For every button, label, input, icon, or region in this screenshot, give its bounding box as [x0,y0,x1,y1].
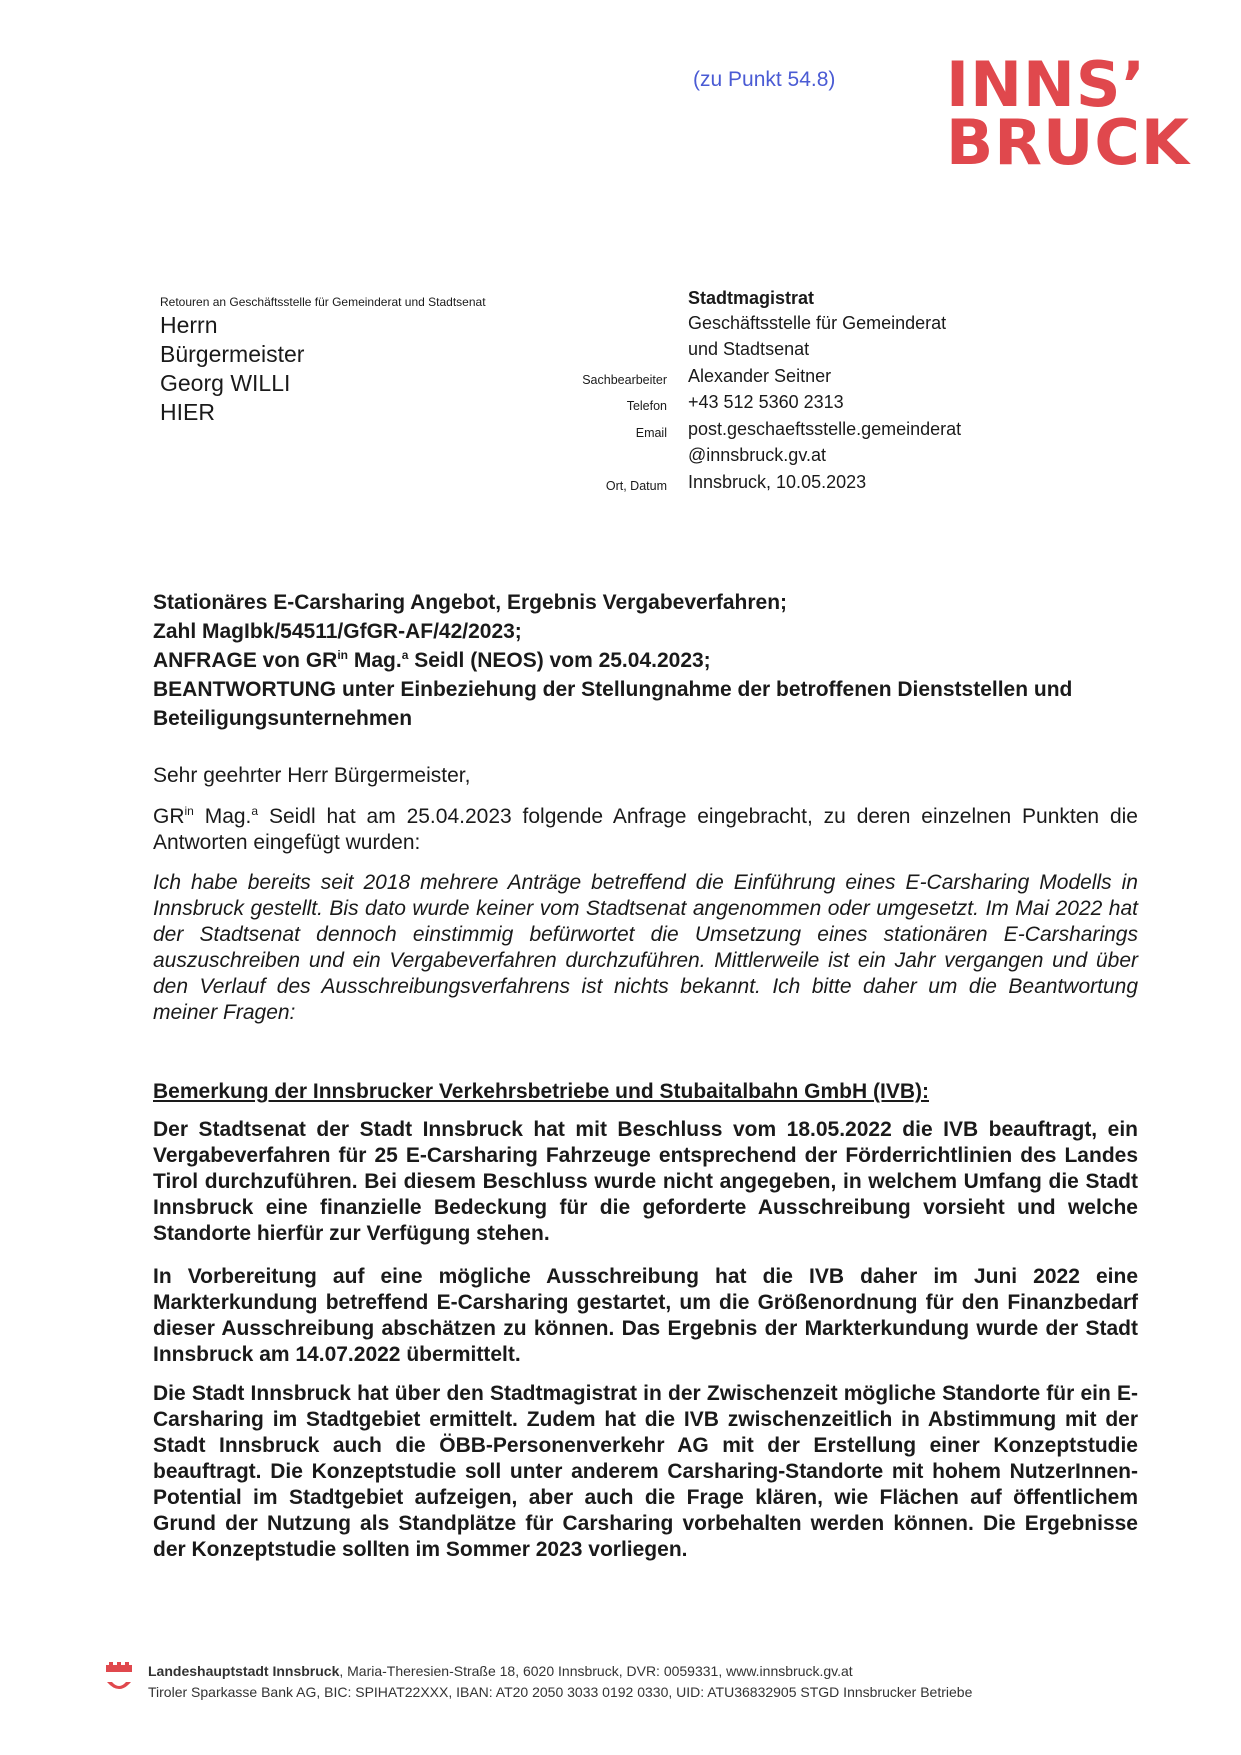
sender-title: Stadtmagistrat [688,288,815,308]
label-email: Email [635,426,667,440]
inquiry-text: Ich habe bereits seit 2018 mehrere Anträge betreffend die Einführung eines E-Carsharing Modells in Innsbruck gestellt. Bis dato wurde keiner vom Stadtsenat angenommen oder umgesetzt. Im Mai 2022 hat der Stadtsenat dennoch einstimmig befürwortet die Umsetzung eines stationären E-Carsharings auszuschreiben und ein Vergabeverfahren durchzuführen. Mittlerweile ist ein Jahr vergangen und über den Verlauf des Ausschreibungsverfahrens ist nichts bekannt. Ich bitte daher um die Beantwortung meiner Fragen: [153,871,1138,1024]
footer-line-1: Landeshauptstadt Innsbruck, Maria-Theresien-Straße 18, 6020 Innsbruck, DVR: 0059331, www.innsbruck.gv.at [148,1663,853,1679]
recipient-line: Herrn [160,312,218,338]
city-crest-icon [104,1662,134,1698]
sender-email-domain: @innsbruck.gv.at [688,445,826,465]
recipient-block [160,311,304,427]
subject-line: Stationäres E-Carsharing Angebot, Ergebnis Vergabeverfahren; [153,591,788,614]
remark-paragraph: Die Stadt Innsbruck hat über den Stadtmagistrat in der Zwischenzeit mögliche Standorte für ein E-Carsharing im Stadtgebiet ermittelt. Zudem hat die IVB zwischenzeitlich in Abstimmung mit der Stadt Innsbruck auch die ÖBB-Personenverkehr AG mit der Erstellung einer Konzeptstudie beauftragt. Die Konzeptstudie soll unter anderem Carsharing-Standorte mit hohem NutzerInnen-Potential im Stadtgebiet aufzeigen, aber auch die Frage klären, wie Flächen auf öffentlichem Grund der Nutzung als Standplätze für Carsharing vorbehalten werden können. Die Ergebnisse der Konzeptstudie sollten im Sommer 2023 vorliegen. [153,1382,1138,1561]
reference-note: (zu Punkt 54.8) [693,68,836,91]
remark-heading: Bemerkung der Innsbrucker Verkehrsbetriebe und Stubaitalbahn GmbH (IVB): [153,1080,929,1103]
subject-line: ANFRAGE von $GR^{in}$ Mag.$^a$ Seidl (NEOS) vom 25.04.2023; [153,648,711,672]
label-clerk: Sachbearbeiter [582,373,667,387]
innsbruck-logo [946,48,1196,179]
logo-line-1: INNS’ [946,48,1147,121]
subject-block [153,588,1113,733]
sender-email: post.geschaeftsstelle.gemeinderat [688,419,962,439]
sender-phone: +43 512 5360 2313 [688,392,844,412]
sender-place-date: Innsbruck, 10.05.2023 [688,472,867,492]
footer [148,1661,972,1703]
recipient-line: Bürgermeister [160,341,305,367]
footer-line-2: Tiroler Sparkasse Bank AG, BIC: SPIHAT22XXX, IBAN: AT20 2050 3033 0192 0330, UID: ATU36832905 STGD Innsbrucker Betriebe [148,1684,973,1700]
label-place-date: Ort, Datum [605,479,667,493]
intro-paragraph: $GR^{in}$ Mag.$^a$ Seidl hat am 25.04.2023 folgende Anfrage eingebracht, zu deren einzelnen Punkten die Antworten eingefügt wurden: [153,804,1138,854]
recipient-line: HIER [160,399,215,425]
logo-line-2: BRUCK [946,106,1190,179]
subject-line: BEANTWORTUNG unter Einbeziehung der Stellungnahme der betroffenen Dienststellen und Beteiligungsunternehmen [153,678,1073,730]
recipient-line: Georg WILLI [160,370,291,396]
remark-paragraph: Der Stadtsenat der Stadt Innsbruck hat mit Beschluss vom 18.05.2022 die IVB beauftragt, ein Vergabeverfahren für 25 E-Carsharing Fahrzeuge entsprechend der Förderrichtlinien des Landes Tirol durchzuführen. Bei diesem Beschluss wurde nicht angegeben, in welchem Umfang die Stadt Innsbruck eine finanzielle Bedeckung für die geforderte Ausschreibung vorsieht und welche Standorte hierfür zur Verfügung stehen. [153,1118,1138,1245]
label-phone: Telefon [626,399,667,413]
return-address-line: Retouren an Geschäftsstelle für Gemeinderat und Stadtsenat [160,295,486,309]
sender-department: und Stadtsenat [688,339,810,359]
subject-line: Zahl MagIbk/54511/GfGR-AF/42/2023; [153,620,522,643]
remark-paragraph: In Vorbereitung auf eine mögliche Ausschreibung hat die IVB daher im Juni 2022 eine Markterkundung betreffend E-Carsharing gestartet, um die Größenordnung für den Finanzbedarf dieser Ausschreibung abschätzen zu können. Das Ergebnis der Markterkundung wurde der Stadt Innsbruck am 14.07.2022 übermittelt. [153,1265,1138,1366]
sender-clerk: Alexander Seitner [688,366,832,386]
sender-department: Geschäftsstelle für Gemeinderat [688,313,947,333]
salutation: Sehr geehrter Herr Bürgermeister, [153,764,471,787]
